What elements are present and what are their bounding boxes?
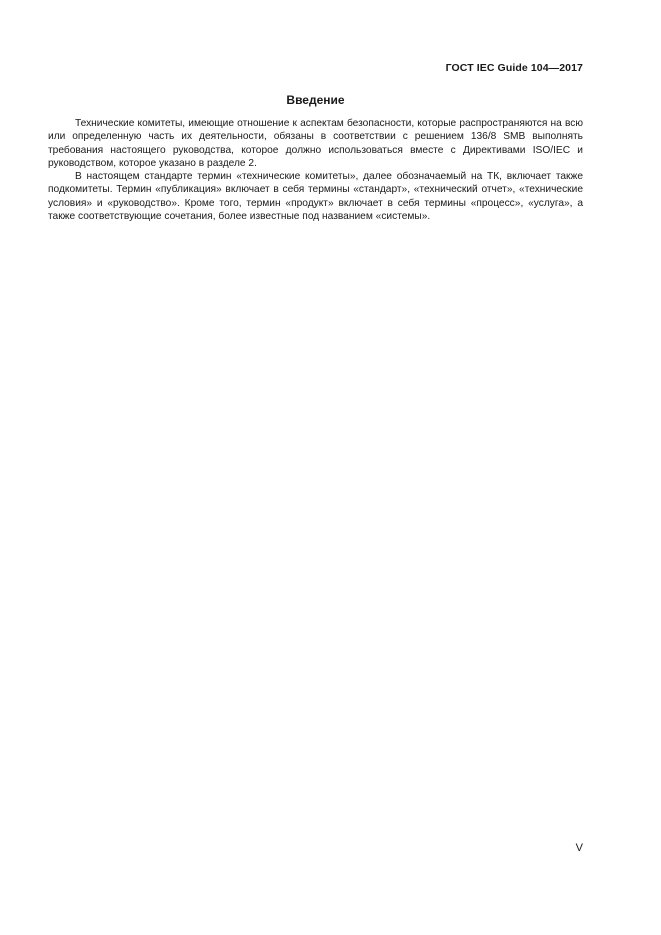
document-id-header: ГОСТ IEC Guide 104—2017: [445, 62, 583, 74]
paragraph: Технические комитеты, имеющие отношение к аспектам безопасности, которые распространяются на всю или определенную часть их деятельности, обязаны в соответствии с решением 136/8 SMB выполнять требования настоящего руководства, которое должно использоваться вместе с Директивами ISO/IEC и руководством, которое указано в разделе 2.: [48, 118, 583, 169]
introduction-body: [48, 117, 583, 223]
section-title: Введение: [286, 93, 345, 107]
paragraph: В настоящем стандарте термин «технические комитеты», далее обозначаемый на ТК, включает также подкомитеты. Термин «публикация» включает в себя термины «стандарт», «технический отчет», «технические условия» и «руководство». Кроме того, термин «продукт» включает в себя термины «процесс», «услуга», а также соответствующие сочетания, более известные под названием «системы».: [48, 171, 583, 223]
page-number: V: [575, 842, 583, 854]
